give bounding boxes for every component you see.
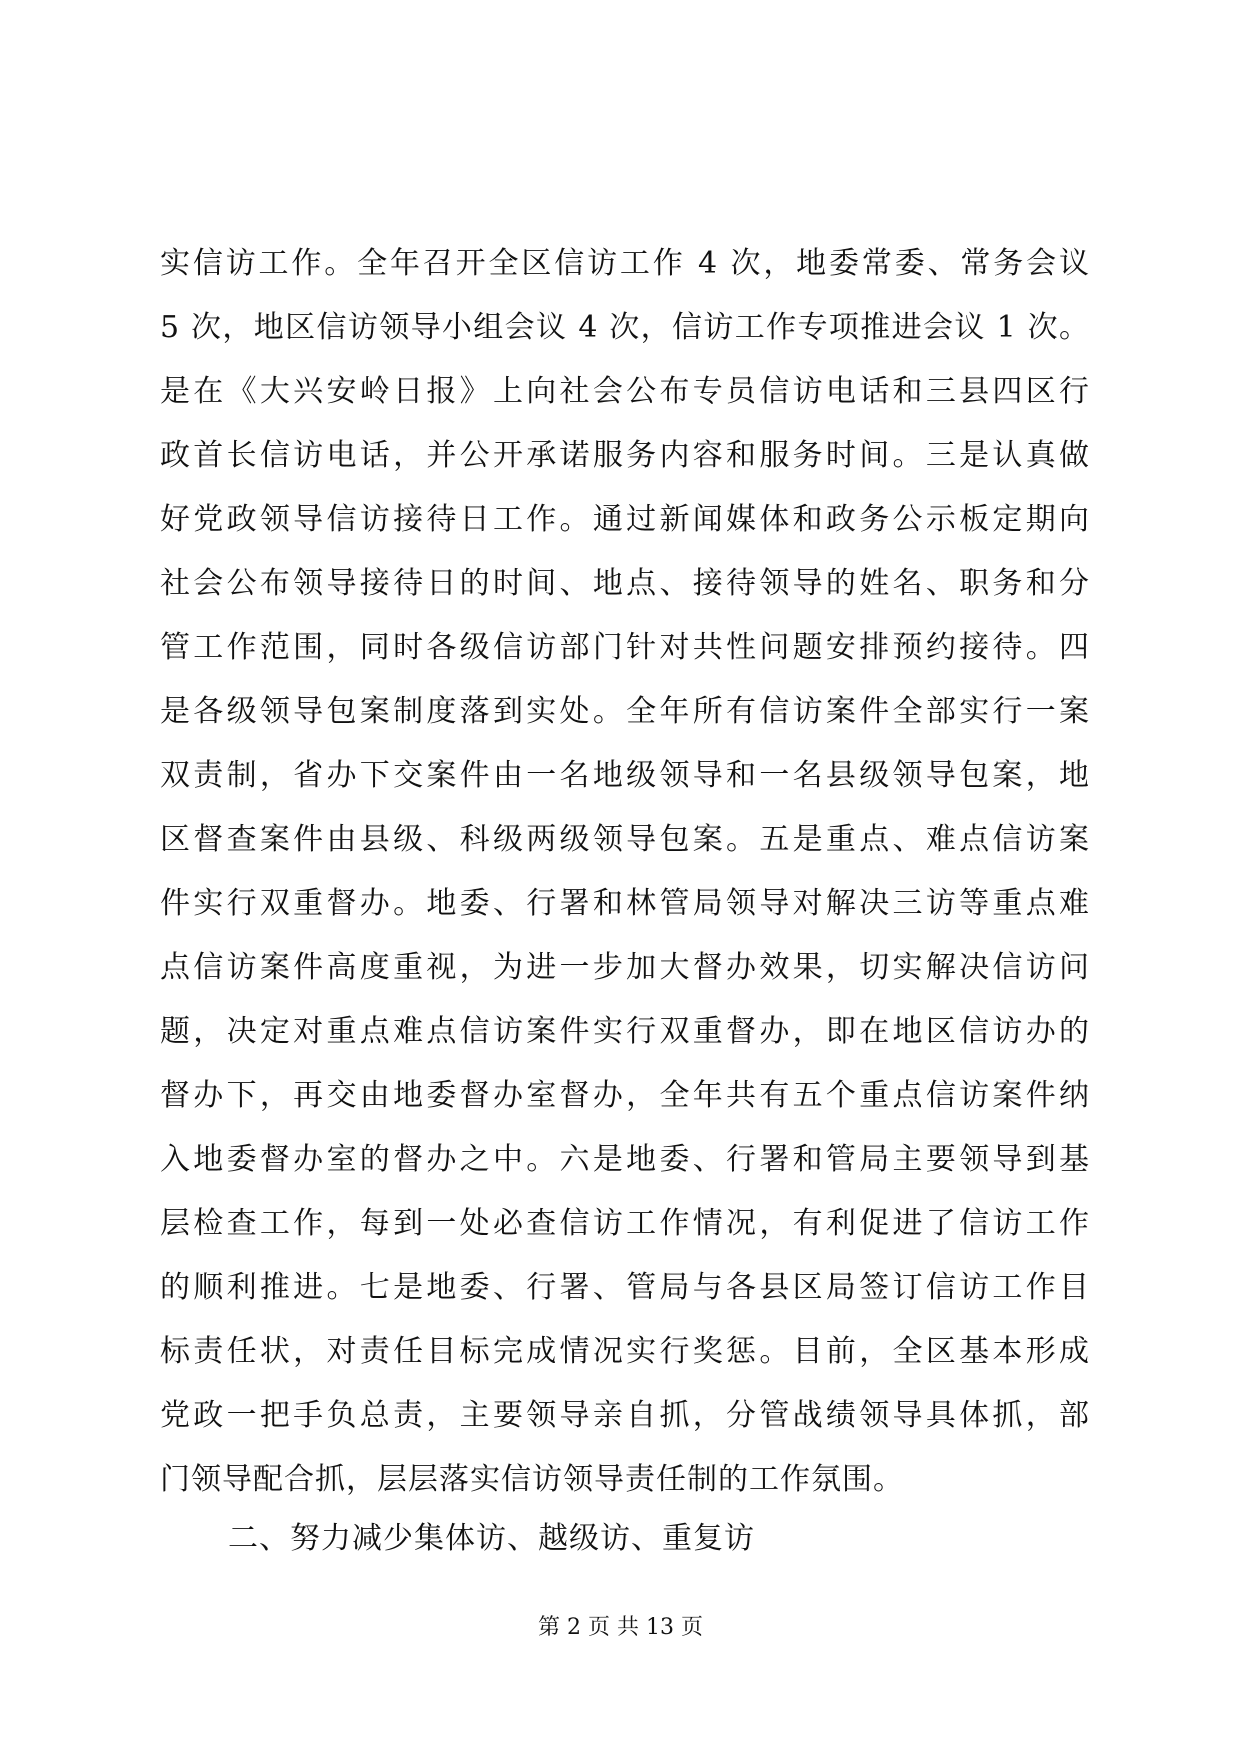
paragraph-line: 件实行双重督办。地委、行署和林管局领导对解决三访等重点难 [160, 886, 1090, 921]
paragraph-line: 是各级领导包案制度落到实处。全年所有信访案件全部实行一案 [160, 694, 1090, 729]
paragraph-line: 的顺利推进。七是地委、行署、管局与各县区局签订信访工作目 [160, 1270, 1090, 1305]
section-heading: 二、努力减少集体访、越级访、重复访 [228, 1521, 755, 1556]
paragraph-line: 层检查工作，每到一处必查信访工作情况，有利促进了信访工作 [160, 1206, 1090, 1241]
paragraph-line: 门领导配合抓，层层落实信访领导责任制的工作氛围。 [160, 1462, 904, 1497]
paragraph-line: 实信访工作。全年召开全区信访工作 4 次，地委常委、常务会议 [160, 246, 1090, 281]
paragraph-line: 是在《大兴安岭日报》上向社会公布专员信访电话和三县四区行 [160, 374, 1090, 409]
paragraph-line: 入地委督办室的督办之中。六是地委、行署和管局主要领导到基 [160, 1142, 1090, 1177]
paragraph-line: 区督查案件由县级、科级两级领导包案。五是重点、难点信访案 [160, 822, 1090, 857]
paragraph-line: 题，决定对重点难点信访案件实行双重督办，即在地区信访办的 [160, 1014, 1090, 1049]
paragraph-line: 标责任状，对责任目标完成情况实行奖惩。目前，全区基本形成 [160, 1334, 1090, 1369]
body-paragraph [160, 232, 1090, 1512]
paragraph-line: 5 次，地区信访领导小组会议 4 次，信访工作专项推进会议 1 次。 [160, 310, 1090, 345]
paragraph-line: 社会公布领导接待日的时间、地点、接待领导的姓名、职务和分 [160, 566, 1090, 601]
paragraph-line: 双责制，省办下交案件由一名地级领导和一名县级领导包案，地 [160, 758, 1090, 793]
paragraph-line: 点信访案件高度重视，为进一步加大督办效果，切实解决信访问 [160, 950, 1090, 985]
paragraph-line: 党政一把手负总责，主要领导亲自抓，分管战绩领导具体抓，部 [160, 1398, 1090, 1433]
paragraph-line: 好党政领导信访接待日工作。通过新闻媒体和政务公示板定期向 [160, 502, 1090, 537]
paragraph-line: 督办下，再交由地委督办室督办，全年共有五个重点信访案件纳 [160, 1078, 1090, 1113]
paragraph-line: 管工作范围，同时各级信访部门针对共性问题安排预约接待。四 [160, 630, 1090, 665]
page-number-footer: 第 2 页 共 13 页 [538, 1615, 703, 1640]
paragraph-line: 政首长信访电话，并公开承诺服务内容和服务时间。三是认真做 [160, 438, 1090, 473]
